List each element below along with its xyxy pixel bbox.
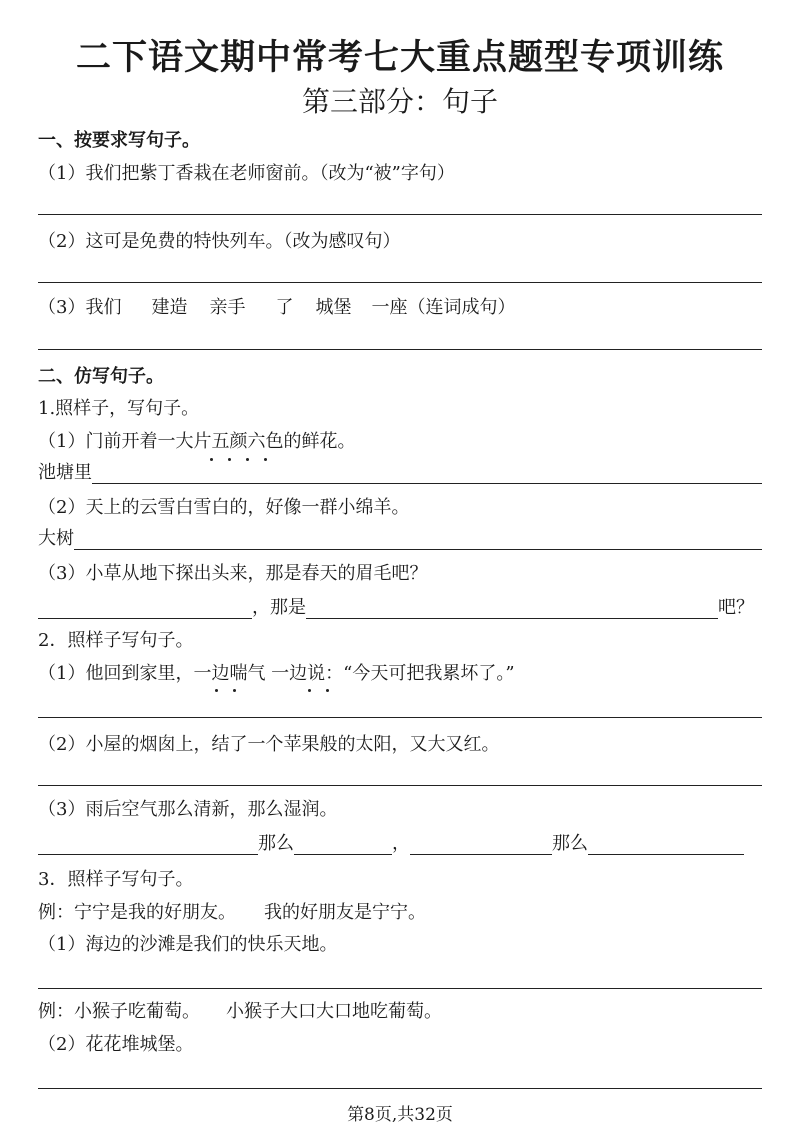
page-subtitle: 第三部分：句子 xyxy=(301,85,498,118)
answer-blank-2-1-3a[interactable] xyxy=(38,600,252,619)
example-1-rewritten: 我的好朋友是宁宁。 xyxy=(264,902,426,923)
answer-row-2-1-2 xyxy=(38,528,762,550)
answer-blank-2-2-3a[interactable] xyxy=(38,836,258,855)
q3-word-build: 建造 xyxy=(151,297,188,318)
question-2-2-1: （1）他回到家里，一边喘气 一边说：“今天可把我累坏了。” xyxy=(38,663,515,684)
question-2-3-1: （1）海边的沙滩是我们的快乐天地。 xyxy=(38,934,338,955)
q3-word-prefix: （3）我们 xyxy=(38,297,122,318)
answer-line-2-3-2[interactable] xyxy=(38,1088,762,1089)
question-2-1-1: （1）门前开着一大片五颜六色的鲜花。 xyxy=(38,431,356,452)
answer-line-1-3[interactable] xyxy=(38,349,762,350)
part2-title: 2．照样子写句子。 xyxy=(38,630,194,651)
emphasis-dot xyxy=(264,458,267,461)
question-1-2: （2）这可是免费的特快列车。（改为感叹句） xyxy=(38,231,401,252)
answer-blank-2-1-1[interactable] xyxy=(92,465,762,484)
emphasis-dot xyxy=(246,458,249,461)
q3-word-castle: 城堡 xyxy=(315,297,352,318)
q3-word-personally: 亲手 xyxy=(209,297,246,318)
question-2-2-3: （3）雨后空气那么清新，那么湿润。 xyxy=(38,799,338,820)
question-1-3 xyxy=(38,297,515,319)
example-2-rewritten: 小猴子大口大口地吃葡萄。 xyxy=(226,1001,442,1022)
answer-blank-2-2-3d[interactable] xyxy=(588,836,744,855)
question-2-1-2: （2）天上的云雪白雪白的，好像一群小绵羊。 xyxy=(38,497,410,518)
q3-word-le: 了 xyxy=(275,297,294,318)
emphasis-dot xyxy=(228,458,231,461)
emphasis-dot xyxy=(308,689,311,692)
answer-word-name1: 那么 xyxy=(258,833,294,854)
example-2-original: 例：小猴子吃葡萄。 xyxy=(38,1001,200,1022)
answer-row-2-1-3 xyxy=(38,597,754,619)
emphasis-dot xyxy=(326,689,329,692)
answer-line-2-3-1[interactable] xyxy=(38,988,762,989)
emphasis-dot xyxy=(233,689,236,692)
answer-word-name2: 那么 xyxy=(552,833,588,854)
answer-row-2-2-3 xyxy=(38,833,744,855)
answer-blank-2-2-3b[interactable] xyxy=(294,836,392,855)
answer-blank-2-1-2[interactable] xyxy=(74,531,762,550)
answer-line-2-2-1[interactable] xyxy=(38,717,762,718)
section1-heading: 一、按要求写句子。 xyxy=(38,130,200,151)
emphasis-dot xyxy=(215,689,218,692)
question-2-1-3: （3）小草从地下探出头来，那是春天的眉毛吧？ xyxy=(38,563,428,584)
answer-start-pond: 池塘里 xyxy=(38,462,92,483)
answer-end-ba: 吧？ xyxy=(718,597,754,618)
answer-line-1-1[interactable] xyxy=(38,214,762,215)
question-2-2-2: （2）小屋的烟囱上，结了一个苹果般的太阳，又大又红。 xyxy=(38,734,500,755)
example-2 xyxy=(38,1001,442,1023)
example-1 xyxy=(38,902,426,924)
answer-start-tree: 大树 xyxy=(38,528,74,549)
answer-line-1-2[interactable] xyxy=(38,282,762,283)
part3-title: 3．照样子写句子。 xyxy=(38,869,194,890)
page-number: 第8页,共32页 xyxy=(347,1105,453,1125)
answer-line-2-2-2[interactable] xyxy=(38,785,762,786)
page-title: 二下语文期中常考七大重点题型专项训练 xyxy=(75,38,724,78)
question-2-3-2: （2）花花堆城堡。 xyxy=(38,1034,194,1055)
example-1-original: 例：宁宁是我的好朋友。 xyxy=(38,902,236,923)
section2-heading: 二、仿写句子。 xyxy=(38,366,164,387)
q3-word-one: 一座（连词成句） xyxy=(371,297,516,318)
answer-mid-nashi: ，那是 xyxy=(252,597,306,618)
answer-blank-2-2-3c[interactable] xyxy=(410,836,552,855)
emphasis-dot xyxy=(210,458,213,461)
part1-title: 1.照样子，写句子。 xyxy=(38,398,200,419)
answer-row-2-1-1 xyxy=(38,462,762,484)
question-1-1: （1）我们把紫丁香栽在老师窗前。（改为“被”字句） xyxy=(38,163,455,184)
answer-blank-2-1-3b[interactable] xyxy=(306,600,718,619)
answer-comma: ， xyxy=(392,833,410,854)
